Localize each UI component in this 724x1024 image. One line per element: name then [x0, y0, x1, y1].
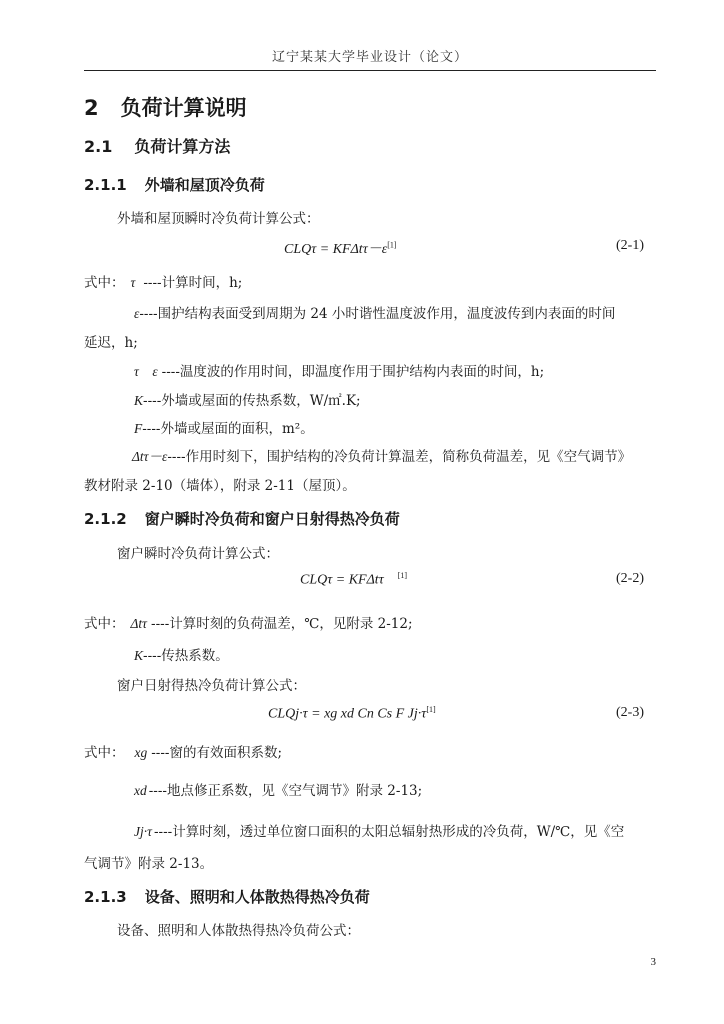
symbol: K: [134, 393, 144, 408]
definition: ----计算时刻的负荷温差，℃，见附录 2-12;: [151, 616, 413, 632]
section-number: 2.1: [84, 137, 113, 156]
formula-2-3: [268, 705, 436, 723]
definition-line: [132, 445, 631, 465]
definition-line: [134, 360, 544, 380]
symbol: τ: [130, 275, 136, 290]
section-2-1-3-heading: [84, 886, 370, 907]
symbol: F: [134, 421, 143, 436]
definition: ----计算时间，h;: [143, 275, 243, 291]
definition: ----地点修正系数，见《空气调节》附录 2-13;: [148, 783, 423, 799]
page-header: [84, 48, 656, 71]
symbol: xg: [134, 745, 148, 760]
definition-line: [134, 417, 314, 437]
formula-2-1: [284, 238, 397, 258]
chapter-title: 负荷计算说明: [120, 96, 247, 120]
symbol: τ ε: [134, 364, 158, 379]
section-number: 2.1.3: [84, 888, 127, 906]
section-title: 设备、照明和人体散热得热冷负荷: [144, 888, 370, 906]
section-2-1-1-heading: [84, 174, 265, 195]
symbol: ε: [134, 306, 140, 321]
definition-line: [134, 779, 422, 799]
definition: ----围护结构表面受到周期为 24 小时谐性温度波作用，温度波传到内表面的时间: [139, 306, 616, 322]
section-number: 2.1.2: [84, 510, 127, 528]
definition: ----传热系数。: [143, 648, 229, 664]
header-title: 辽宁某某大学毕业设计（论文）: [271, 50, 468, 65]
definition: ----作用时刻下，围护结构的冷负荷计算温差，简称负荷温差，见《空气调节》: [167, 449, 632, 465]
equation-number: (2-1): [616, 238, 644, 253]
section-number: 2.1.1: [84, 176, 127, 194]
definition-line: [134, 644, 229, 664]
symbol: xd: [134, 783, 147, 798]
citation-ref: [1]: [387, 240, 397, 250]
citation-ref: [1]: [397, 571, 408, 580]
definition: ----外墙或屋面的面积，m²。: [142, 421, 314, 437]
definition-continuation: 延迟，h;: [84, 335, 138, 351]
section-2-1-heading: [84, 134, 230, 157]
definition: ----窗的有效面积系数;: [151, 745, 283, 761]
chapter-heading: [84, 92, 247, 122]
section-title: 负荷计算方法: [134, 137, 231, 156]
symbol: Jj·τ: [134, 824, 152, 839]
definition: ----温度波的作用时间，即温度作用于围护结构内表面的时间，h;: [161, 364, 545, 380]
definition-continuation: 气调节》附录 2-13。: [84, 856, 214, 872]
formula-text: CLQτ = KFΔtτ: [300, 572, 384, 588]
paragraph: 设备、照明和人体散热得热冷负荷公式：: [117, 923, 360, 939]
paragraph: 外墙和屋顶瞬时冷负荷计算公式：: [117, 211, 320, 227]
definition-line: [134, 389, 361, 409]
section-2-1-2-heading: [84, 508, 400, 529]
definition-line: [134, 820, 624, 840]
where-label: 式中：: [84, 616, 125, 632]
page-number: 3: [650, 956, 656, 968]
definition-line: [84, 612, 413, 632]
chapter-number: 2: [84, 96, 99, 120]
where-label: 式中：: [84, 745, 125, 761]
section-title: 外墙和屋顶冷负荷: [144, 176, 265, 194]
definition: ----外墙或屋面的传热系数，W/㎡.K;: [143, 393, 361, 409]
definition: ----计算时刻，透过单位窗口面积的太阳总辐射热形成的冷负荷，W/℃，见《空: [153, 824, 625, 840]
definition-line: [134, 302, 615, 322]
definition-continuation: 教材附录 2-10（墙体），附录 2-11（屋顶）。: [84, 478, 356, 494]
paragraph: 窗户日射得热冷负荷计算公式：: [117, 678, 306, 694]
where-label: 式中：: [84, 275, 125, 291]
symbol: K: [134, 648, 144, 663]
section-title: 窗户瞬时冷负荷和窗户日射得热冷负荷: [144, 510, 400, 528]
equation-number: (2-2): [616, 571, 644, 586]
formula-2-2: [300, 571, 407, 589]
citation-ref: [1]: [426, 705, 436, 714]
definition-line: [84, 271, 242, 291]
formula-text: CLQτ = KFΔtτ－ε: [284, 242, 388, 257]
symbol: Δtτ－ε: [132, 449, 168, 464]
paragraph: 窗户瞬时冷负荷计算公式：: [117, 546, 279, 562]
definition-line: [84, 741, 282, 761]
equation-number: (2-3): [616, 705, 644, 720]
symbol: Δtτ: [130, 616, 148, 631]
formula-text: CLQj·τ = xg xd Cn Cs F Jj·τ: [268, 706, 427, 722]
